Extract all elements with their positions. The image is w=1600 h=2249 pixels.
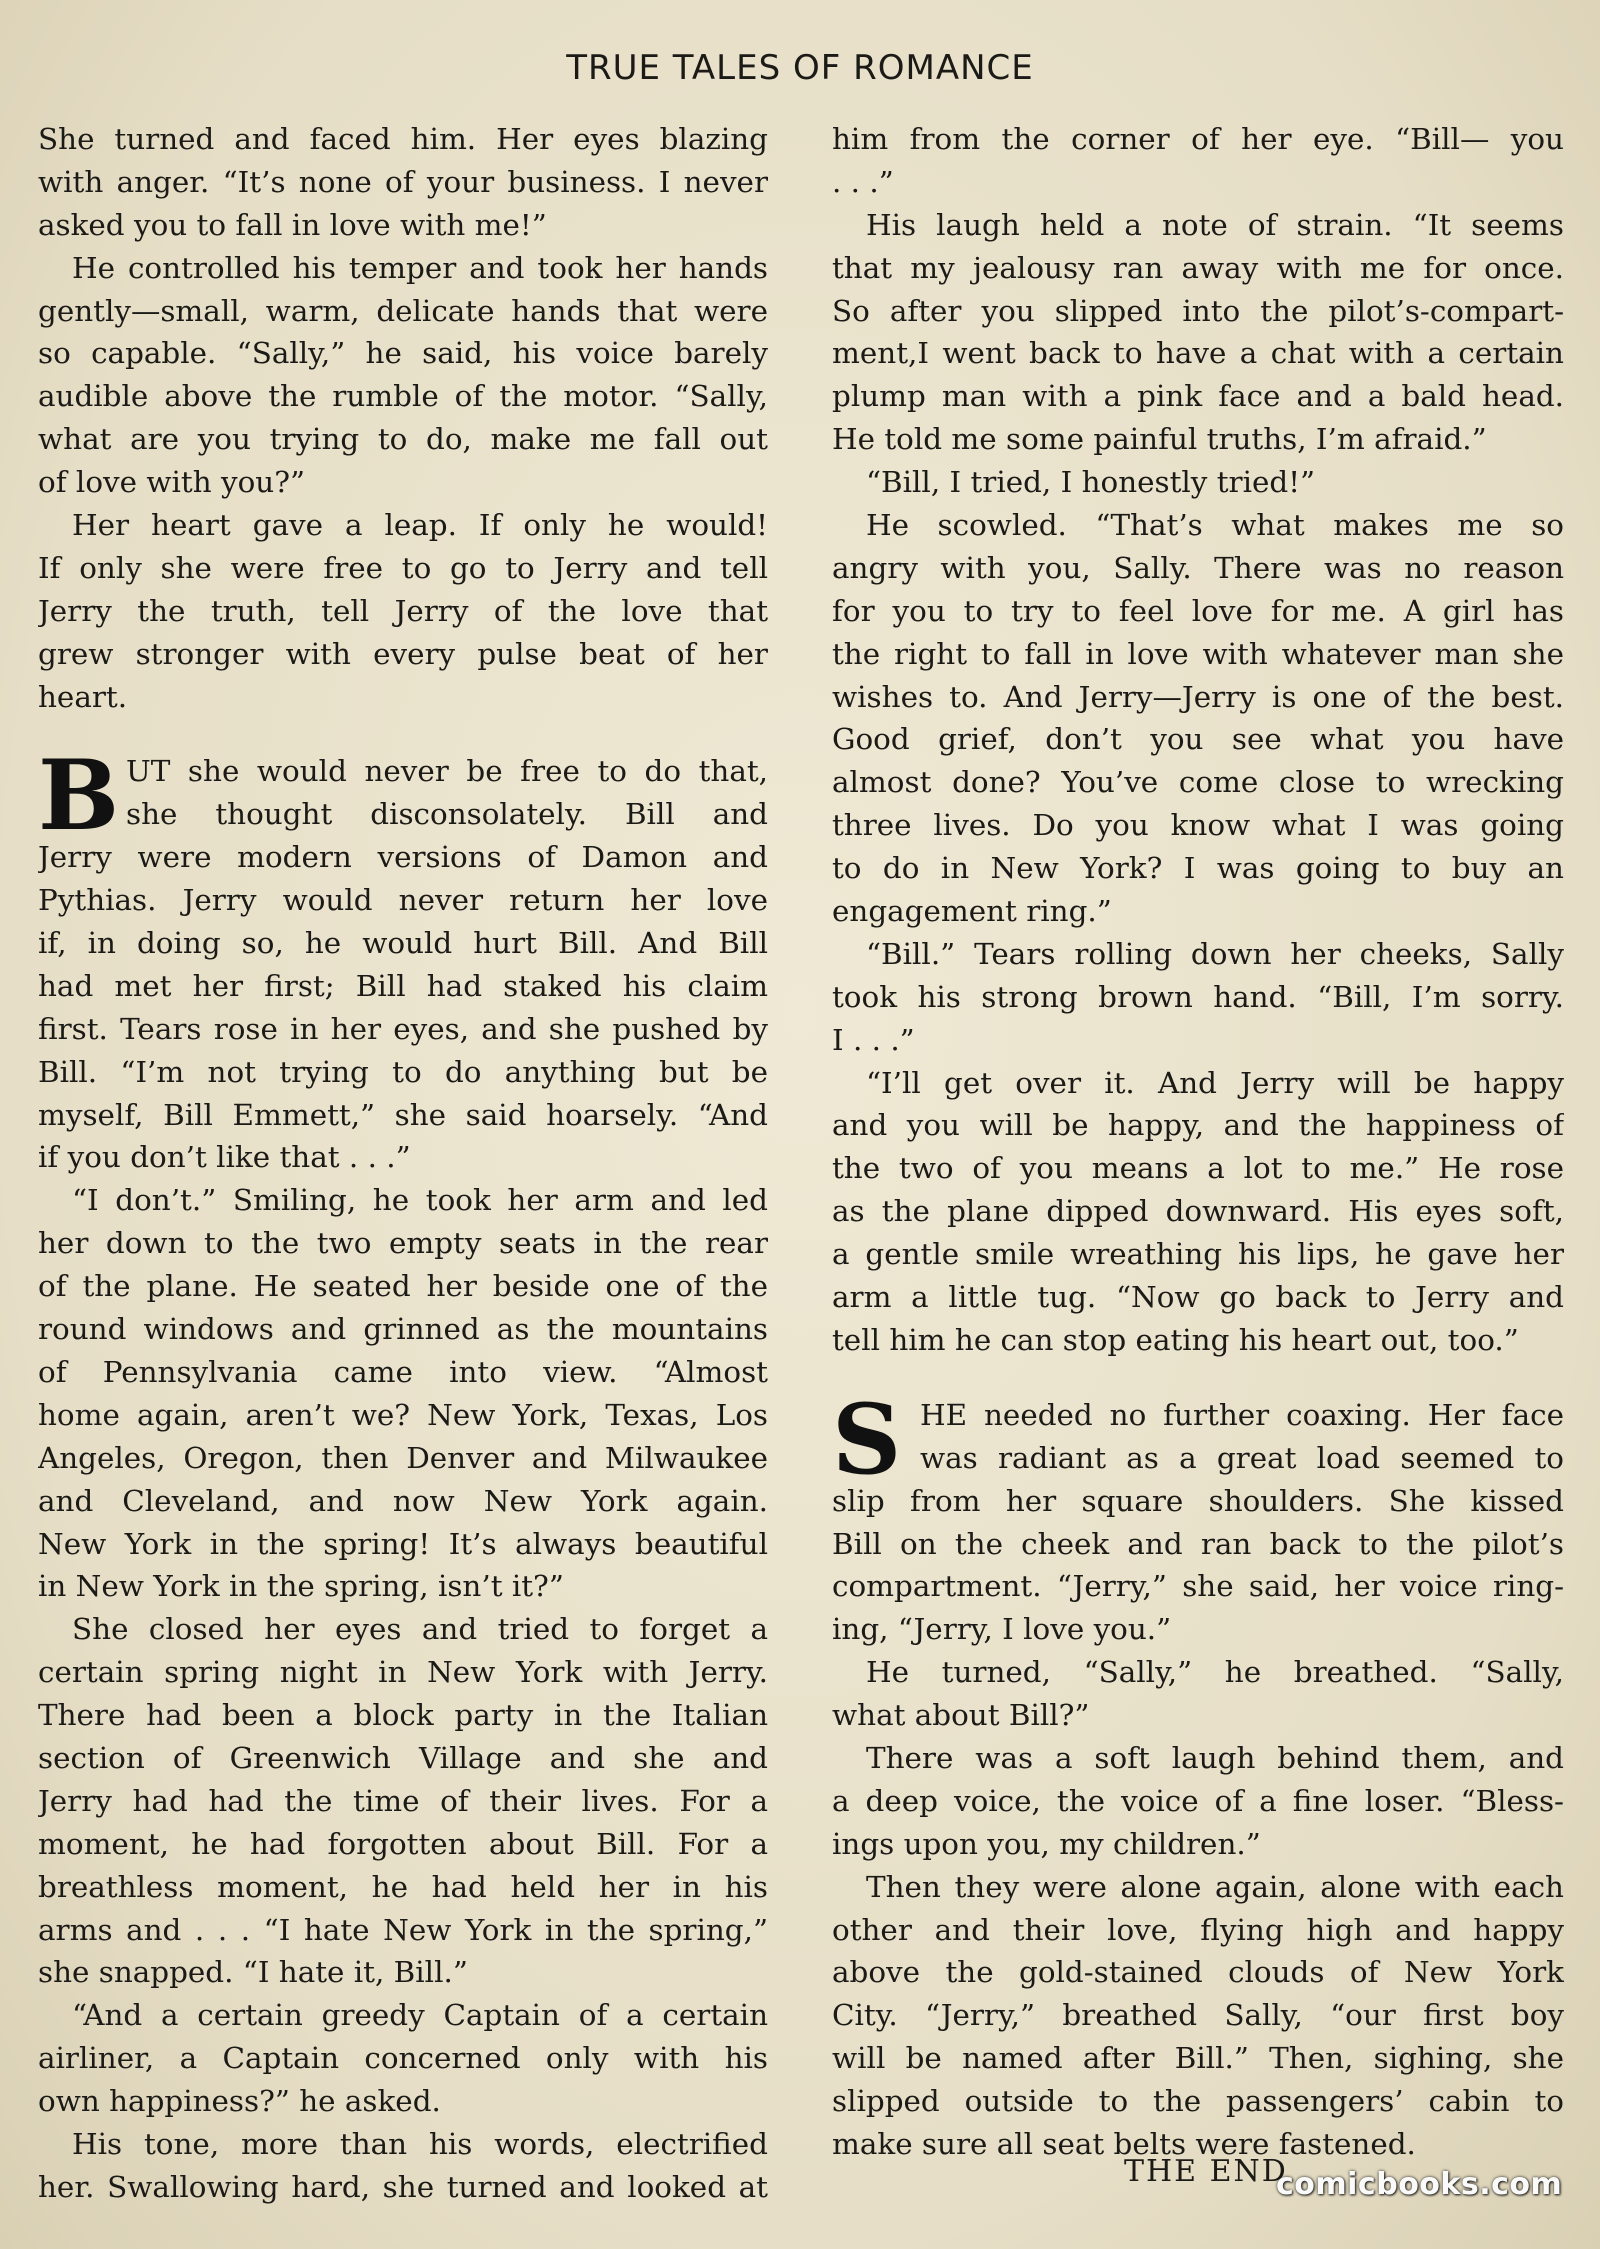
- text-line: moment, he had forgotten about Bill. For a: [38, 1826, 768, 1861]
- text-line: she snapped. “I hate it, Bill.”: [38, 1955, 468, 1990]
- right-block-2: [832, 1382, 1564, 2166]
- right-section-2: [832, 1382, 1564, 2166]
- text-line: and you will be happy, and the happiness of: [832, 1108, 1564, 1143]
- drop-cap: S: [832, 1382, 902, 1496]
- text-line: took his strong brown hand. “Bill, I’m sorry.: [832, 979, 1564, 1014]
- text-line: “And a certain greedy Captain of a certain: [72, 1998, 768, 2033]
- text-line: him from the corner of her eye. “Bill— you: [832, 122, 1564, 156]
- right-column: [832, 118, 1564, 2166]
- watermark: comicbooks.com: [1276, 2167, 1563, 2202]
- text-line: “I’ll get over it. And Jerry will be happy: [866, 1065, 1564, 1100]
- text-line: three lives. Do you know what I was going: [832, 808, 1564, 843]
- text-line: asked you to fall in love with me!”: [38, 207, 547, 242]
- text-line: of the plane. He seated her beside one of the: [38, 1269, 768, 1304]
- text-line: He turned, “Sally,” he breathed. “Sally,: [866, 1655, 1564, 1690]
- text-line: home again, aren’t we? New York, Texas, Los: [38, 1397, 768, 1432]
- text-line: myself, Bill Emmett,” she said hoarsely. “And: [38, 1097, 768, 1132]
- text-line: She turned and faced him. Her eyes blazing: [38, 122, 768, 156]
- text-line: of love with you?”: [38, 465, 305, 500]
- text-line: above the gold-stained clouds of New York: [832, 1955, 1564, 1990]
- text-line: ing, “Jerry, I love you.”: [832, 1612, 1172, 1647]
- text-line: to do in New York? I was going to buy an: [832, 851, 1564, 886]
- text-line: for you to try to feel love for me. A girl has: [832, 593, 1564, 628]
- text-line: arms and . . . “I hate New York in the spring,”: [38, 1912, 768, 1947]
- text-line: a deep voice, the voice of a fine loser. “Bless-: [832, 1783, 1564, 1818]
- text-line: and Cleveland, and now New York again.: [38, 1483, 768, 1518]
- text-line: Good grief, don’t you see what you have: [832, 722, 1564, 757]
- text-line: plump man with a pink face and a bald head.: [832, 379, 1564, 414]
- text-line: if, in doing so, he would hurt Bill. And Bill: [38, 926, 768, 961]
- text-line: engagement ring.”: [832, 894, 1112, 929]
- text-line: almost done? You’ve come close to wrecking: [832, 765, 1564, 800]
- left-section-2: [38, 739, 768, 2208]
- left-column: [38, 118, 768, 2209]
- text-line: She closed her eyes and tried to forget a: [72, 1612, 768, 1647]
- text-line: what are you trying to do, make me fall out: [38, 422, 768, 457]
- text-line: what about Bill?”: [832, 1698, 1090, 1733]
- section-gap: [38, 718, 768, 750]
- text-line: tell him he can stop eating his heart out, too.”: [832, 1322, 1519, 1357]
- text-line: ment,I went back to have a chat with a certain: [832, 336, 1564, 371]
- text-line: He scowled. “That’s what makes me so: [866, 508, 1564, 543]
- text-line: He controlled his temper and took her hands: [72, 250, 768, 285]
- text-line: round windows and grinned as the mountains: [38, 1312, 768, 1347]
- text-line: of Pennsylvania came into view. “Almost: [38, 1354, 768, 1389]
- text-line: New York in the spring! It’s always beautiful: [38, 1526, 768, 1561]
- text-line: she thought disconsolately. Bill and: [126, 797, 768, 832]
- text-line: as the plane dipped downward. His eyes soft,: [832, 1194, 1564, 1229]
- text-line: make sure all seat belts were fastened.: [832, 2126, 1416, 2161]
- text-line: wishes to. And Jerry—Jerry is one of the best.: [832, 679, 1564, 714]
- text-line: so capable. “Sally,” he said, his voice barely: [38, 336, 768, 371]
- text-line: “I don’t.” Smiling, he took her arm and led: [72, 1183, 768, 1218]
- text-line: first. Tears rose in her eyes, and she pushed by: [38, 1011, 768, 1046]
- text-line: that my jealousy ran away with me for once.: [832, 250, 1564, 285]
- text-line: the two of you means a lot to me.” He rose: [832, 1151, 1564, 1186]
- text-line: her. Swallowing hard, she turned and looked at: [38, 2169, 768, 2204]
- text-line: Jerry the truth, tell Jerry of the love that: [38, 593, 768, 628]
- text-line: a gentle smile wreathing his lips, he gave her: [832, 1237, 1564, 1272]
- drop-cap: B: [38, 739, 120, 853]
- text-line: slipped outside to the passengers’ cabin to: [832, 2084, 1564, 2119]
- text-line: gently—small, warm, delicate hands that were: [38, 293, 768, 328]
- text-line: Jerry had had the time of their lives. For a: [38, 1783, 768, 1818]
- text-line: with anger. “It’s none of your business. I never: [38, 164, 768, 199]
- text-line: audible above the rumble of the motor. “Sally,: [38, 379, 768, 414]
- text-line: Angeles, Oregon, then Denver and Milwaukee: [38, 1440, 768, 1475]
- text-line: “Bill, I tried, I honestly tried!”: [866, 465, 1316, 500]
- text-line: compartment. “Jerry,” she said, her voice ring-: [832, 1569, 1564, 1604]
- text-line: heart.: [38, 679, 128, 714]
- text-line: angry with you, Sally. There was no reason: [832, 550, 1564, 585]
- text-line: There was a soft laugh behind them, and: [866, 1740, 1564, 1775]
- text-line: UT she would never be free to do that,: [126, 754, 768, 789]
- left-block-2: [38, 739, 768, 2208]
- section-gap: [832, 1362, 1564, 1394]
- text-line: breathless moment, he had held her in his: [38, 1869, 768, 1904]
- text-line: arm a little tug. “Now go back to Jerry and: [832, 1280, 1564, 1315]
- text-line: HE needed no further coaxing. Her face: [920, 1397, 1564, 1432]
- text-line: He told me some painful truths, I’m afraid.”: [832, 422, 1487, 457]
- text-line: His laugh held a note of strain. “It seems: [866, 207, 1564, 242]
- text-line: if you don’t like that . . .”: [38, 1140, 411, 1175]
- text-line: . . .”: [832, 164, 894, 199]
- text-line: her down to the two empty seats in the rear: [38, 1226, 768, 1261]
- text-line: His tone, more than his words, electrified: [72, 2126, 768, 2161]
- text-line: Bill on the cheek and ran back to the pilot’s: [832, 1526, 1564, 1561]
- text-line: certain spring night in New York with Jerry.: [38, 1655, 768, 1690]
- text-line: Pythias. Jerry would never return her love: [38, 883, 768, 918]
- text-line: City. “Jerry,” breathed Sally, “our first boy: [832, 1998, 1564, 2033]
- text-line: slip from her square shoulders. She kissed: [832, 1483, 1564, 1518]
- text-line: I . . .”: [832, 1022, 915, 1057]
- text-line: had met her first; Bill had staked his claim: [38, 968, 768, 1003]
- end-mark: THE END: [1124, 2154, 1288, 2189]
- text-line: airliner, a Captain concerned only with his: [38, 2041, 768, 2076]
- text-line: Bill. “I’m not trying to do anything but be: [38, 1054, 768, 1089]
- text-line: other and their love, flying high and happy: [832, 1912, 1564, 1947]
- text-line: If only she were free to go to Jerry and tell: [38, 550, 768, 585]
- text-line: in New York in the spring, isn’t it?”: [38, 1569, 564, 1604]
- text-line: own happiness?” he asked.: [38, 2084, 441, 2119]
- text-line: Jerry were modern versions of Damon and: [38, 840, 768, 875]
- text-line: ings upon you, my children.”: [832, 1826, 1261, 1861]
- text-line: was radiant as a great load seemed to: [920, 1440, 1564, 1475]
- text-line: the right to fall in love with whatever man she: [832, 636, 1564, 671]
- text-line: grew stronger with every pulse beat of her: [38, 636, 768, 671]
- text-line: There had been a block party in the Italian: [38, 1698, 768, 1733]
- text-line: Her heart gave a leap. If only he would!: [72, 508, 768, 543]
- text-line: “Bill.” Tears rolling down her cheeks, Sally: [866, 936, 1564, 971]
- text-line: Then they were alone again, alone with each: [866, 1869, 1564, 1904]
- text-line: So after you slipped into the pilot’s-compart-: [832, 293, 1564, 328]
- left-block-1: [38, 118, 768, 718]
- text-line: will be named after Bill.” Then, sighing, she: [832, 2041, 1564, 2076]
- text-line: section of Greenwich Village and she and: [38, 1740, 768, 1775]
- running-header: TRUE TALES OF ROMANCE: [566, 48, 1034, 88]
- right-block-1: [832, 118, 1564, 1362]
